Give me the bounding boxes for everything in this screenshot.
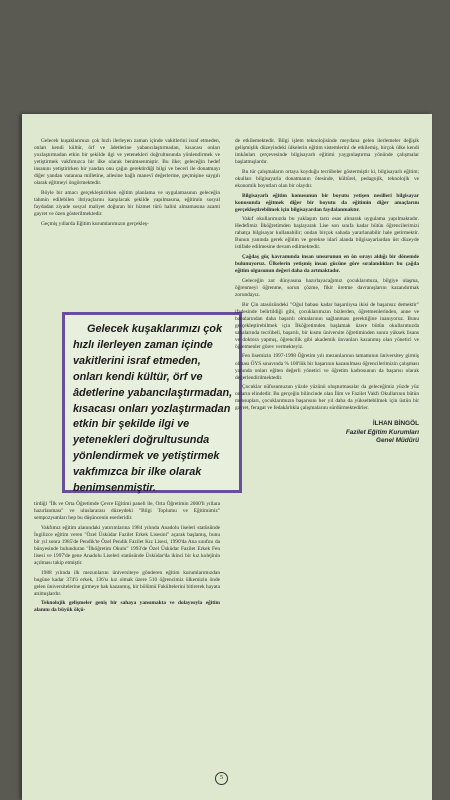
page-number: 5 [215, 772, 228, 785]
paragraph: Bu tür çalışmaların ortaya koyduğu tecrübeler göstermiştir ki, bilgisayarlı eğitim; okulları bilgisayarla donatmanın ötesinde, kültürel, pedagojik, teknolojik ve ekonomik boyutları olan bir olaydır. [235, 168, 419, 189]
paragraph: Teknolojik gelişmeler geniş bir sahaya yansımakta ve dolayısıyla eğitim alanını da büyük ölçü- [34, 600, 220, 614]
paragraph: Vakıf okullarımızda bu yaklaşım tarzı esas alınarak uygulama yapılmaktadır. Hedefimiz İlköğretimden başlayarak Lise son sınıfa kadar bütün öğrencilerimizi rahatça bilgisayar kullanabilir; ondan birçok sahada yararlanabilir hale getirmektir. Bunun yanında gerek eğitim ve gerekse idarî alanda bilgisayarlardan üst düzeyde istifade edilmesine devam edilmektedir. [235, 216, 419, 251]
paragraph: Böyle bir amacı gerçekleştirirken eğitim planlama ve uygulamasının geleceğin tahmin edilebilen ihtiyaçlarını karşılacak şekilde yapılmasına, eğitimin sosyal faydadan ziyade sosyal maliyet doğuran bir hizmet türü halini almamasına azami gayret ve özen gösterilmektedir. [34, 189, 220, 218]
paragraph: Vakfımız eğitim alanındaki yatırımlarına 1984 yılında Anadolu liseleri statüsünde İngilizce eğitim veren "Özel Üsküdar Fazilet Erkek Lisesini" açarak başlamış, bunu bir yıl sonra 1985'de Pendik'te Özel Pendik Fazilet Kız Lisesi, 1990'da Ana sınıfını da bünyesinde bulunduran "İlköğretim Okulu" 1993'de Özel Üsküdar Fazilet Erkek Fen lisesi ve 1997'de gene Anadolu Liseleri statüsünde Üsküdar'da ikinci bir kız kolejinin açılması takip etmiştir. [34, 524, 220, 566]
paragraph: Bilgisayarlı eğitim konusunun bir boyutu yetişen nesilleri bilgisayar konusunda eğitmek diğer bir boyutu da eğitimin diğer amaçlarını gerçekleştirebilmek için bilgisayardan faydalanmaktır. [235, 192, 419, 213]
paragraph: Çocuklar nüfusumuzun yüzde yüzünü oluşturmasalar da geleceğimiz yüzde yüz onların elindedir. Bu gerçeğin bilincinde olan İlim ve Fazilet Vakfı Okullarının bütün mensupları, çocuklarımızın başarısını her yıl daha da yükseltebilmek için üstün bir gayret, feragat ve fedakârlıkla çalışmalarını sürdürmektedirler. [235, 384, 419, 412]
signature-name: İLHAN BİNGÖL [372, 420, 419, 428]
pull-quote-box: Gelecek kuşaklarımızı çok hızlı ilerleyen zaman içinde vakitlerini israf etmeden, onları kendi kültür, örf ve âdetlerine yabancılaştırmadan, kısacası onları yozlaştırmadan etkin bir şekilde ilgi ve yetenekleri doğrultusunda yönlendirmek ve yetiştirmek vakfımızca bir ilke olarak benimsenmiştir. [62, 312, 242, 493]
left-column [34, 138, 220, 230]
signature-title: Fazilet Eğitim Kurumları [345, 428, 419, 436]
right-column [235, 138, 419, 445]
signature-block [235, 420, 419, 445]
paragraph: Fen lisemizin 1997-1998 Öğretim yılı mezunlarının tamamının üniversitey girmiş olması ÖYS sınavında % 100'lük bir başarının kazanılması öğrencilerimizin çalışması yanında onları eğiten değerli yönetici ve öğretim kadrosunun da başarısı olarak değerlendirilmektedir. [235, 353, 419, 381]
paragraph: Bir Çin atasözündeki "Oğul babası kadar başarılıysa ikisi de başarısız demektir" ifadesinde belirtildiği gibi, çocuklarımızın bizlerden, öğretmenlerinden, anne ve babalarından daha başarılı olmalarının sağlanması gerektiğine inanıyoruz. Bunu gerçekleştirebilmek için İlköğretimden başlamak üzere bütün okullarımızda sahalarında tecrübeli, başarılı, bir kısmı üniversite öğretiminden sonra yüksek lisans ve doktora yapmış, öğrencilik gibi akademik ünvanları kazanmış olan yönetici ve öğretmenler görev vermekteyiz. [235, 301, 419, 350]
paragraph: 1988 yılında ilk mezunlarını üniversiteye gönderen eğitim kurumlarımızdan bugüne kadar 374'ü erkek, 136'sı kız olmak üzere 510 öğrencimiz ülkemizin önde gelen üniversitelerine girmeye hak kazanmış, bir bölümü Fakültelerini bitirerek hayata atılmışlardır. [34, 569, 220, 597]
left-column-bottom [34, 501, 220, 617]
document-page [22, 114, 432, 800]
signature-title: Genel Müdürü [376, 436, 419, 444]
paragraph: Geçmiş yıllarda Eğitim kurumlarımızın gerçekleş- [41, 220, 149, 227]
paragraph: Çağdaş güç kavramında insan unsurunun en ön sırayı aldığı bir dönemde bulunuyoruz. Ülkelerin yetişmiş insan gücüne göre sıralandıkları bu çağda eğitim olgusunun değeri daha da artmaktadır. [235, 254, 419, 275]
paragraph: de etkilemektedir. Bilgi işlem teknolojisinde meydana gelen ilerlemeler değişik gelişmişlik düzeyindeki ülkelerin eğitim sistemlerini de etkilemiş, birçok ülke kendi imkânları çerçevesinde bilgisayarlı eğitimi yaygınlaştırma yönünde çalışmalar başlatmışlardır. [235, 138, 419, 166]
paragraph: tirdiği "İlk ve Orta Öğretimde Çevre Eğitimi paneli ile, Orta Öğretimin 2000'li yıllara hazırlanması" ve uluslararası düzeydeki "Bilgi Toplumu ve Eğitimimiz" sempozyumları hep bu düşüncenin eserleridir. [34, 501, 220, 522]
paragraph: Geleceğin zor dünyasına hazırlayacağımız çocuklarımıza, bilgiye ulaşma, öğrenmeyi öğrenme, sorun çözme, fikir üretme davranışlarını kazandırmak zorundayız. [235, 277, 419, 298]
paragraph: Gelecek kuşaklarımızı çok hızlı ilerleyen zaman içinde vakitlerini israf etmeden, onları kendi kültür, örf ve âdetlerine yabancılaştırmadan, kısacası onları yozlaştırmadan etkin bir şekilde ilgi ve yetenekleri doğrultusunda yönlendirmek ve yetiştirmek vakfımızca bir ilke olarak benimsenmiştir. Bu ilke; geleceğin hedef insanını yetiştirirken bir yandan onu çağın gerektirdiği bilgi ve beceri ile donatmayı diğer yandan vatanına milletine, ailesine bağlı manevî değerlerine, geçmişine saygılı olarak eğitmeyi öngörmektedir. [34, 138, 220, 187]
